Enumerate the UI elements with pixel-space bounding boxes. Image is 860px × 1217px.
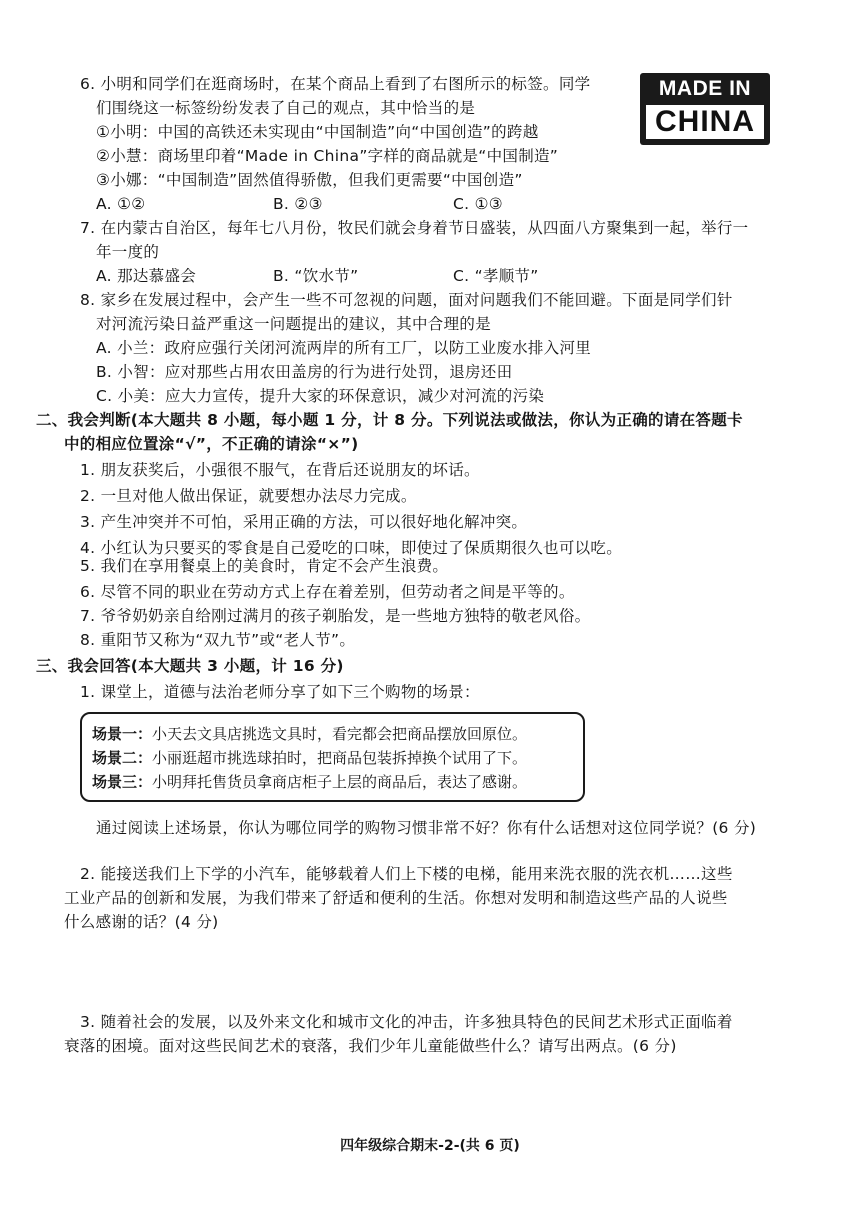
q6-stem-line2: 们围绕这一标签纷纷发表了自己的观点，其中恰当的是 <box>96 99 476 117</box>
label-top-text: MADE IN <box>658 77 752 100</box>
section2-item-7: 7. 爷爷奶奶亲自给刚过满月的孩子剃胎发，是一些地方独特的敬老风俗。 <box>80 607 591 625</box>
section2-heading-line1: 二、我会判断(本大题共 8 小题，每小题 1 分，计 8 分。下列说法或做法，你认为正确的请在答题卡 <box>36 411 743 429</box>
q8-stem-line2: 对河流污染日益严重这一问题提出的建议，其中合理的是 <box>96 315 492 333</box>
section2-item-1: 1. 朋友获奖后，小强很不服气，在背后还说朋友的坏话。 <box>80 461 480 479</box>
section2-item-8: 8. 重阳节又称为“双九节”或“老人节”。 <box>80 631 356 649</box>
section3-q3-line2: 衰落的困境。面对这些民间艺术的衰落，我们少年儿童能做些什么？请写出两点。(6 分) <box>64 1037 677 1055</box>
q8-choice-a: A. 小兰：政府应强行关闭河流两岸的所有工厂，以防工业废水排入河里 <box>96 339 592 357</box>
q7-choice-b: B. “饮水节” <box>273 267 359 285</box>
q8-choice-b: B. 小智：应对那些占用农田盖房的行为进行处罚，退房还田 <box>96 363 513 381</box>
section3-q2-line2: 工业产品的创新和发展，为我们带来了舒适和便利的生活。你想对发明和制造这些产品的人说些 <box>64 889 728 907</box>
page-footer: 四年级综合期末-2-(共 6 页) <box>340 1138 520 1154</box>
q7-choice-c: C. “孝顺节” <box>453 267 539 285</box>
q6-choice-c: C. ①③ <box>453 195 503 213</box>
section2-item-3: 3. 产生冲突并不可怕，采用正确的方法，可以很好地化解冲突。 <box>80 513 528 531</box>
scene-1-tag: 场景一： <box>92 725 153 743</box>
made-in-china-label-image <box>640 73 770 145</box>
q8-stem-line1: 8. 家乡在发展过程中，会产生一些不可忽视的问题，面对问题我们不能回避。下面是同学们针 <box>80 291 733 309</box>
q6-choice-b: B. ②③ <box>273 195 323 213</box>
label-bottom-text: CHINA <box>646 105 764 139</box>
section3-heading: 三、我会回答(本大题共 3 小题，计 16 分) <box>36 657 344 675</box>
section3-q2-line1: 2. 能接送我们上下学的小汽车，能够载着人们上下楼的电梯，能用来洗衣服的洗衣机……这些 <box>80 865 733 883</box>
section3-q2-line3: 什么感谢的话？(4 分) <box>64 913 219 931</box>
q6-stem-line1: 6. 小明和同学们在逛商场时，在某个商品上看到了右图所示的标签。同学 <box>80 75 591 93</box>
section2-heading-line2: 中的相应位置涂“√”，不正确的请涂“×”) <box>64 435 359 453</box>
section2-item-2: 2. 一旦对他人做出保证，就要想办法尽力完成。 <box>80 487 417 505</box>
section2-item-4: 4. 小红认为只要买的零食是自己爱吃的口味，即使过了保质期很久也可以吃。 <box>80 539 623 557</box>
q6-option-2: ②小慧：商场里印着“Made in China”字样的商品就是“中国制造” <box>96 147 559 165</box>
scene-2-tag: 场景二： <box>92 749 153 767</box>
scene-2 <box>92 748 527 768</box>
section2-item-5: 5. 我们在享用餐桌上的美食时，肯定不会产生浪费。 <box>80 557 449 575</box>
q7-stem-line2: 年一度的 <box>96 243 160 261</box>
q6-choice-a: A. ①② <box>96 195 146 213</box>
q6-option-3: ③小娜：“中国制造”固然值得骄傲，但我们更需要“中国创造” <box>96 171 523 189</box>
scene-2-text: 小丽逛超市挑选球拍时，把商品包装拆掉换个试用了下。 <box>152 749 528 767</box>
scenes-box <box>80 712 585 802</box>
scene-3-tag: 场景三： <box>92 773 153 791</box>
q7-stem-line1: 7. 在内蒙古自治区，每年七八月份，牧民们就会身着节日盛装，从四面八方聚集到一起，举行一 <box>80 219 749 237</box>
q8-choice-c: C. 小美：应大力宣传，提升大家的环保意识，减少对河流的污染 <box>96 387 545 405</box>
section3-q1-intro: 1. 课堂上，道德与法治老师分享了如下三个购物的场景： <box>80 683 480 701</box>
section2-item-6: 6. 尽管不同的职业在劳动方式上存在着差别，但劳动者之间是平等的。 <box>80 583 575 601</box>
scene-3 <box>92 772 527 792</box>
scene-3-text: 小明拜托售货员拿商店柜子上层的商品后，表达了感谢。 <box>152 773 528 791</box>
q6-option-1: ①小明：中国的高铁还未实现由“中国制造”向“中国创造”的跨越 <box>96 123 539 141</box>
section3-q3-line1: 3. 随着社会的发展，以及外来文化和城市文化的冲击，许多独具特色的民间艺术形式正面临着 <box>80 1013 733 1031</box>
scene-1-text: 小天去文具店挑选文具时，看完都会把商品摆放回原位。 <box>152 725 528 743</box>
q7-choice-a: A. 那达慕盛会 <box>96 267 197 285</box>
scene-1 <box>92 724 527 744</box>
section3-q1-question: 通过阅读上述场景，你认为哪位同学的购物习惯非常不好？你有什么话想对这位同学说？(6 分) <box>96 819 757 837</box>
